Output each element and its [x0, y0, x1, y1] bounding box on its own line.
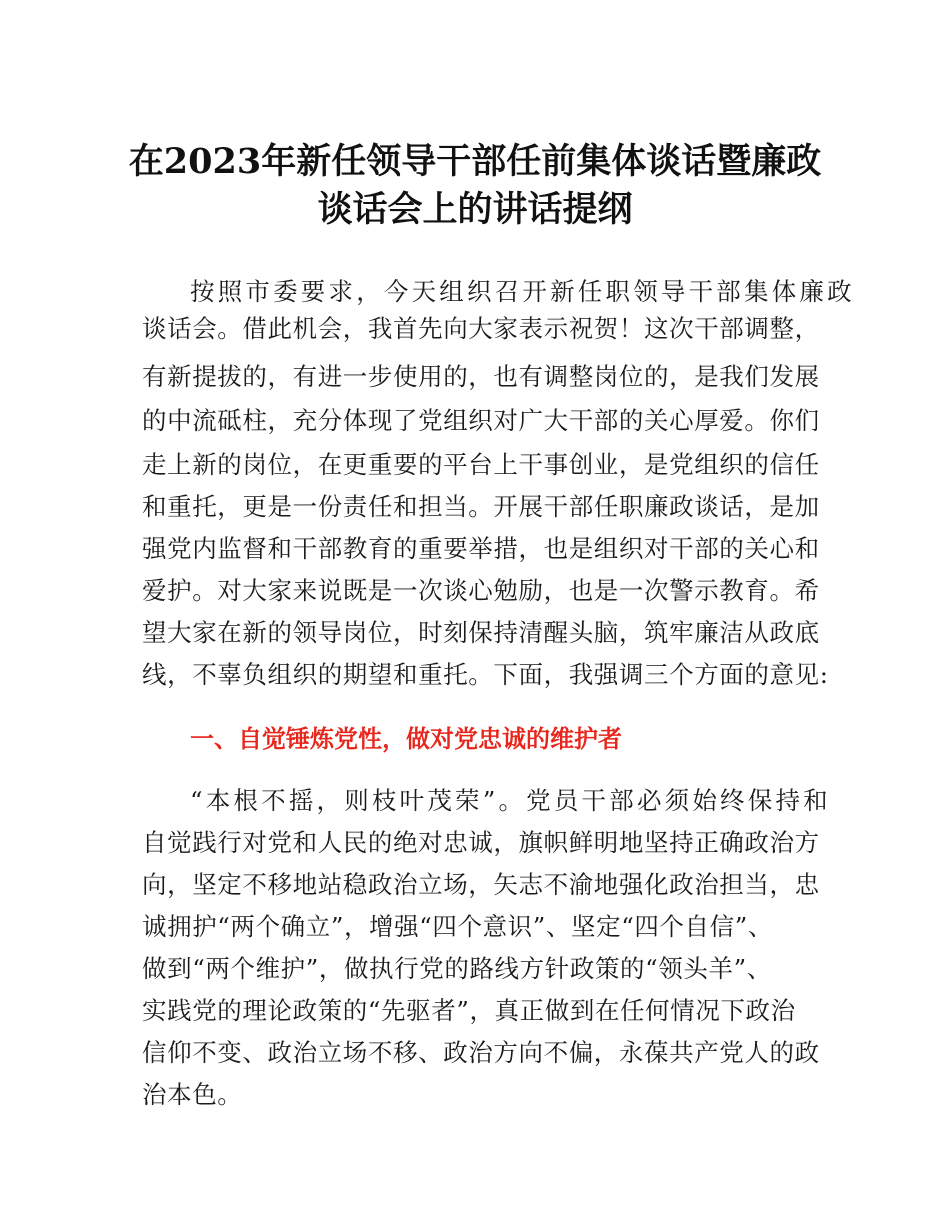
section-1-paragraph-line: 治本色。 [142, 1080, 243, 1109]
section-1-paragraph-line: 向，坚定不移地站稳政治立场，矢志不渝地强化政治担当，忠 [142, 870, 820, 899]
intro-paragraph-line: 望大家在新的领导岗位，时刻保持清醒头脑，筑牢廉洁从政底 [142, 618, 820, 647]
intro-paragraph-line: 的中流砥柱，充分体现了党组织对广大干部的关心厚爱。你们 [142, 406, 820, 435]
section-1-paragraph-line: 实践党的理论政策的“先驱者”，真正做到在任何情况下政治 [142, 996, 796, 1025]
intro-paragraph-line: 和重托，更是一份责任和担当。开展干部任职廉政谈话，是加 [142, 492, 820, 521]
intro-paragraph-line: 线，不辜负组织的期望和重托。下面，我强调三个方面的意见: [142, 660, 829, 689]
intro-paragraph-line: 走上新的岗位，在更重要的平台上干事创业，是党组织的信任 [142, 450, 820, 479]
intro-paragraph-line: 谈话会。借此机会，我首先向大家表示祝贺！这次干部调整， [142, 314, 820, 343]
intro-paragraph-line: 有新提拔的，有进一步使用的，也有调整岗位的，是我们发展 [142, 362, 820, 391]
section-1-paragraph-line: 自觉践行对党和人民的绝对忠诚，旗帜鲜明地坚持正确政治方 [142, 828, 820, 857]
document-title-line-1: 在2023年新任领导干部任前集体谈话暨廉政 [128, 141, 822, 182]
section-1-paragraph-line: 做到“两个维护”，做执行党的路线方针政策的“领头羊”、 [142, 954, 772, 983]
section-1-paragraph-line: 诚拥护“两个确立”，增强“四个意识”、坚定“四个自信”、 [142, 912, 773, 941]
section-heading-1: 一、自觉锤炼党性，做对党忠诚的维护者 [190, 725, 622, 753]
section-1-paragraph-line: “本根不摇，则枝叶茂荣”。党员干部必须始终保持和 [190, 786, 831, 815]
intro-paragraph-line: 强党内监督和干部教育的重要举措，也是组织对干部的关心和 [142, 534, 820, 563]
intro-paragraph-line: 按照市委要求，今天组织召开新任职领导干部集体廉政 [190, 277, 855, 306]
document-title-line-2: 谈话会上的讲话提纲 [317, 189, 633, 230]
intro-paragraph-line: 爱护。对大家来说既是一次谈心勉励，也是一次警示教育。希 [142, 576, 820, 605]
section-1-paragraph-line: 信仰不变、政治立场不移、政治方向不偏，永葆共产党人的政 [142, 1038, 820, 1067]
